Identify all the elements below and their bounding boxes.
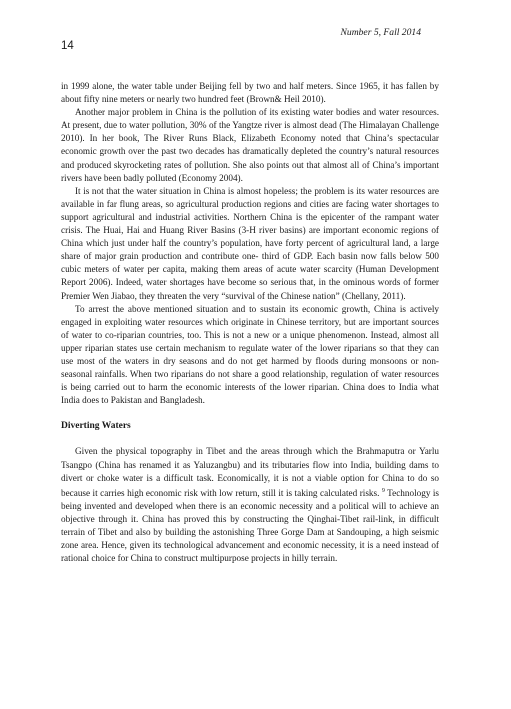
paragraph: It is not that the water situation in China is almost hopeless; the problem is its water resources are available in far flung areas, so agricultural production regions and cities are facing water shortages to support agricultural and industrial activities. Northern China is the epicenter of the rampant water crisis. The Huai, Hai and Huang River Basins (3-H river basins) are important economic regions of China which just under half the country’s population, have forty percent of agricultural land, a large share of major grain production and contribute one- third of GDP. Each basin now falls below 500 cubic meters of water per capita, making them areas of acute water scarcity (Human Development Report 2006). Indeed, water shortages have become so serious that, in the ominous words of former Premier Wen Jiabao, they threaten the very “survival of the Chinese nation” (Chellany, 2011).: [61, 185, 439, 301]
footnote-marker[interactable]: 9: [381, 487, 385, 494]
paragraph: in 1999 alone, the water table under Beijing fell by two and half meters. Since 1965, it has fallen by about fifty nine meters or nearly two hundred feet (Brown& Heil 2010).: [61, 81, 439, 105]
page-number: 14: [61, 40, 74, 52]
section-heading: Diverting Waters: [61, 421, 131, 432]
article-body: [61, 80, 439, 565]
journal-issue: Number 5, Fall 2014: [340, 27, 421, 38]
paragraph-text: Given the physical topography in Tibet and the areas through which the Brahmaputra or Yarlu Tsangpo (China has renamed it as Yaluzangbu) and its tributaries flow into India, building dams to divert or choke water is a difficult task. Economically, it is not a viable option for China to do so because it carries high economic risk with low return, still it is taking calculated risks.: [61, 446, 439, 498]
paragraph: Another major problem in China is the pollution of its existing water bodies and water resources. At present, due to water pollution, 30% of the Yangtze river is almost dead (The Himalayan Challenge 2010). In her book, The River Runs Black, Elizabeth Economy noted that China’s spectacular economic growth over the past two decades has dramatically depleted the country’s natural resources and produced skyrocketing rates of pollution. She also points out that almost all of China’s important rivers have been badly polluted (Economy 2004).: [61, 107, 439, 183]
paragraph: To arrest the above mentioned situation and to sustain its economic growth, China is actively engaged in exploiting water resources which originate in Chinese territory, but are important sources of water to co-riparian countries, too. This is not a new or a unique phenomenon. Instead, almost all upper riparian states use certain mechanism to regulate water of the lower riparians so that they can use most of the waters in dry seasons and do not get harmed by floods during monsoons or non-seasonal rainfalls. When two riparians do not share a good relationship, regulation of water resources is being carried out to harm the economic interests of the lower riparian. China does to India what India does to Pakistan and Bangladesh.: [61, 303, 439, 406]
paragraph-text: Technology is being invented and developed when there is an economic necessity and a political will to achieve an objective through it. China has proved this by constructing the Qinghai-Tibet rail-link, in difficult terrain of Tibet and also by building the astonishing Three Gorge Dam at Sandouping, a high seismic zone area. Hence, given its technological advancement and economic necessity, it is a need instead of rational choice for China to construct multipurpose projects in hilly terrain.: [61, 487, 440, 564]
paragraph: [61, 445, 439, 565]
